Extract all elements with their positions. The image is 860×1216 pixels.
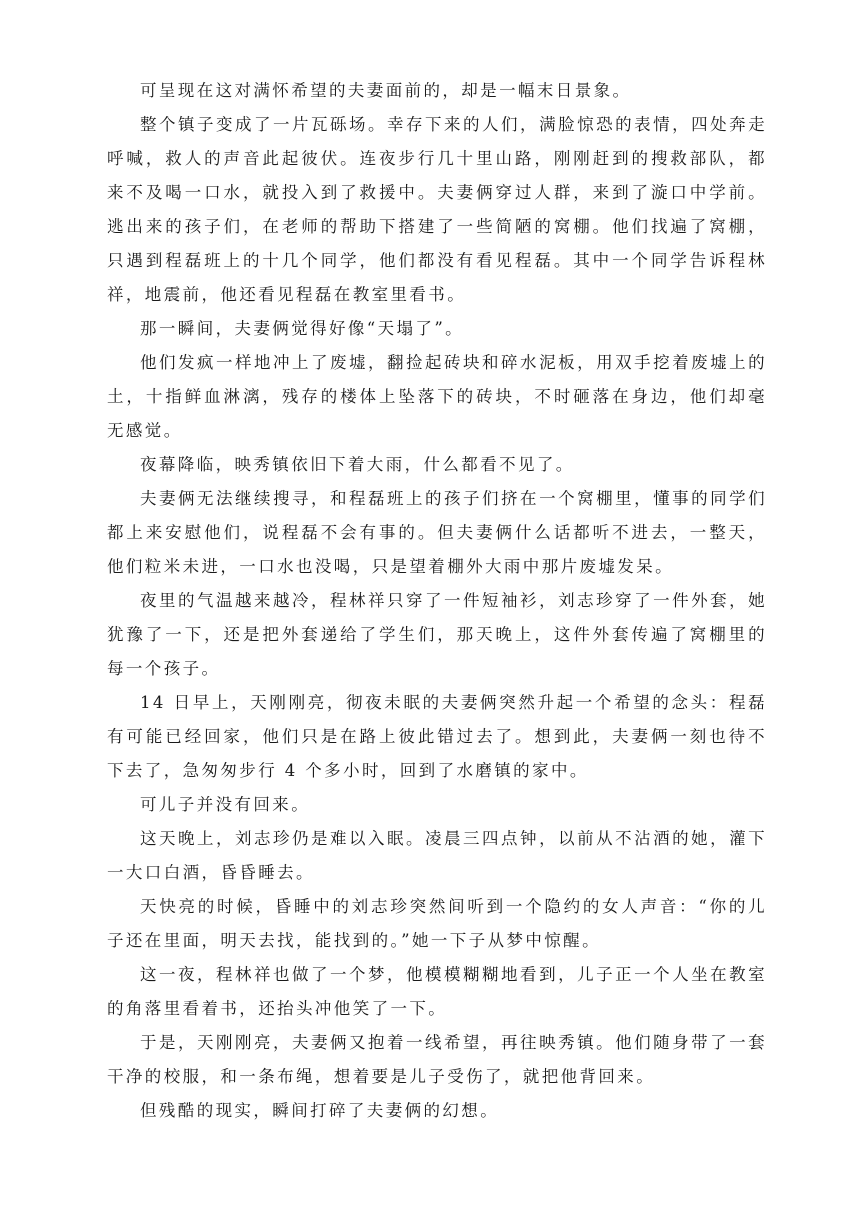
paragraph: 天快亮的时候，昏睡中的刘志珍突然间听到一个隐约的女人声音：“你的儿子还在里面，明天去找，能找到的。”她一下子从梦中惊醒。	[107, 897, 767, 950]
paragraph: 整个镇子变成了一片瓦砾场。幸存下来的人们，满脸惊恐的表情，四处奔走呼喊，救人的声音此起彼伏。连夜步行几十里山路，刚刚赶到的搜救部队，都来不及喝一口水，就投入到了救援中。夫妻俩穿过人群，来到了漩口中学前。逃出来的孩子们，在老师的帮助下搭建了一些简陋的窝棚。他们找遍了窝棚，只遇到程磊班上的十几个同学，他们都没有看见程磊。其中一个同学告诉程林祥，地震前，他还看见程磊在教室里看书。	[107, 115, 767, 304]
paragraph: 这一夜，程林祥也做了一个梦，他模模糊糊地看到，儿子正一个人坐在教室的角落里看着书，还抬头冲他笑了一下。	[107, 965, 767, 1018]
paragraph: 夫妻俩无法继续搜寻，和程磊班上的孩子们挤在一个窝棚里，懂事的同学们都上来安慰他们，说程磊不会有事的。但夫妻俩什么话都听不进去，一整天，他们粒米未进，一口水也没喝，只是望着棚外大雨中那片废墟发呆。	[107, 489, 767, 576]
paragraph: 14 日早上，天刚刚亮，彻夜未眠的夫妻俩突然升起一个希望的念头：程磊有可能已经回家，他们只是在路上彼此错过去了。想到此，夫妻俩一刻也待不下去了，急匆匆步行 4 个多小时，回到了水磨镇的家中。	[107, 693, 767, 780]
paragraph: 可呈现在这对满怀希望的夫妻面前的，却是一幅末日景象。	[140, 81, 632, 100]
paragraph: 但残酷的现实，瞬间打碎了夫妻俩的幻想。	[140, 1101, 500, 1120]
paragraph: 他们发疯一样地冲上了废墟，翻捡起砖块和碎水泥板，用双手挖着废墟上的土，十指鲜血淋漓，残存的楼体上坠落下的砖块，不时砸落在身边，他们却毫无感觉。	[107, 353, 767, 440]
paragraph: 夜里的气温越来越冷，程林祥只穿了一件短袖衫，刘志珍穿了一件外套，她犹豫了一下，还是把外套递给了学生们，那天晚上，这件外套传遍了窝棚里的每一个孩子。	[107, 591, 767, 678]
paragraph: 夜幕降临，映秀镇依旧下着大雨，什么都看不见了。	[140, 455, 575, 474]
document-body	[107, 74, 767, 1128]
paragraph: 这天晚上，刘志珍仍是难以入眠。凌晨三四点钟，以前从不沾酒的她，灌下一大口白酒，昏昏睡去。	[107, 829, 767, 882]
paragraph: 于是，天刚刚亮，夫妻俩又抱着一线希望，再往映秀镇。他们随身带了一套干净的校服，和一条布绳，想着要是儿子受伤了，就把他背回来。	[107, 1033, 767, 1086]
paragraph: 那一瞬间，夫妻俩觉得好像“天塌了”。	[140, 319, 465, 338]
paragraph: 可儿子并没有回来。	[140, 795, 311, 814]
